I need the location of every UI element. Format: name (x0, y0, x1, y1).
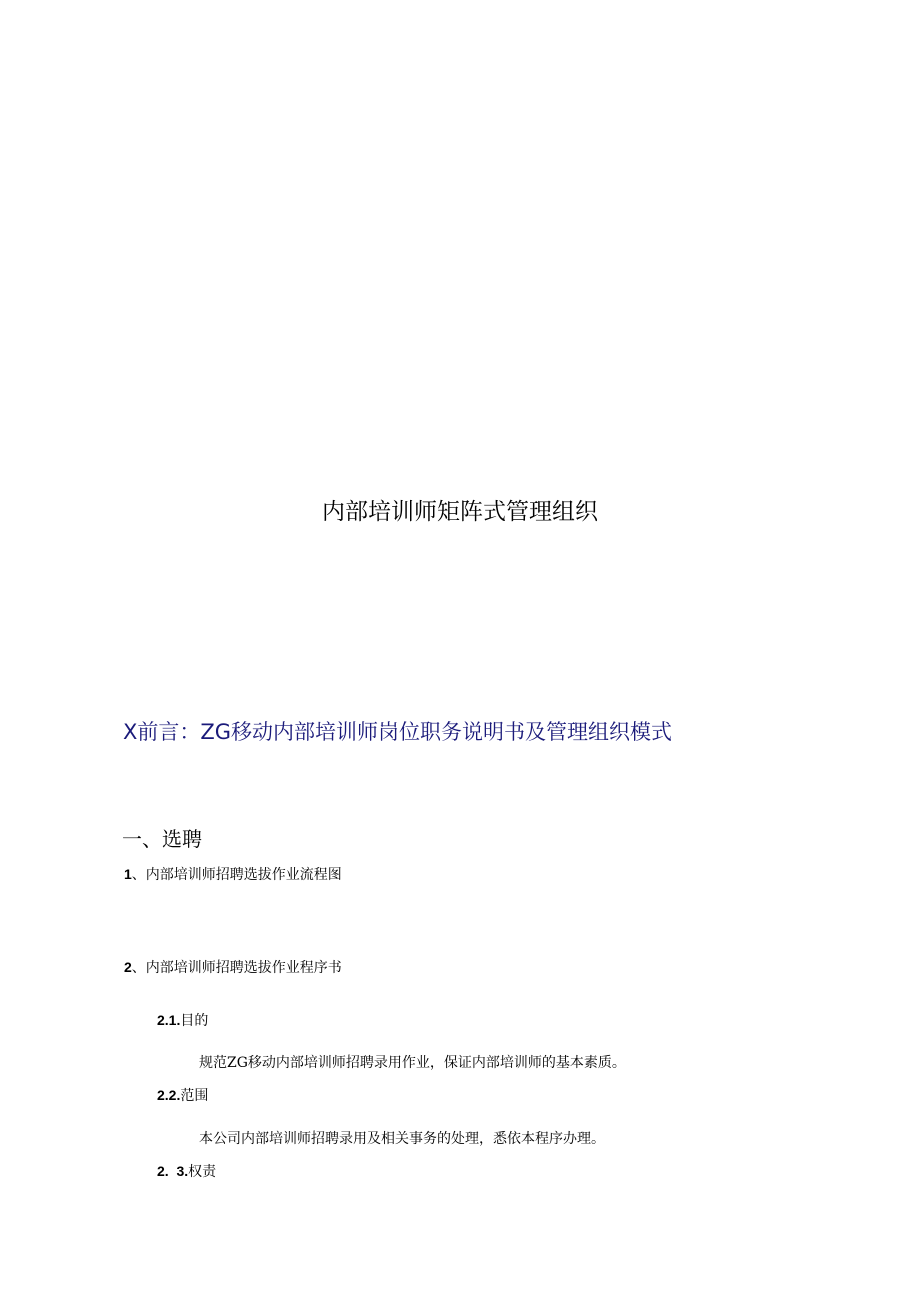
document-title: 内部培训师矩阵式管理组织 (322, 499, 598, 525)
list-item-number: 2 (124, 959, 132, 975)
subsection-number: 2. 3. (157, 1163, 189, 1179)
subsection-number: 2.1. (157, 1012, 181, 1028)
subsection-purpose-body: 规范ZG移动内部培训师招聘录用作业，保证内部培训师的基本素质。 (199, 1055, 626, 1071)
subsection-responsibilities (157, 1161, 216, 1181)
list-item-text: 、内部培训师招聘选拔作业流程图 (131, 867, 342, 883)
list-item-1 (124, 864, 342, 884)
subsection-label: 目的 (180, 1013, 209, 1029)
list-item-2 (124, 957, 342, 977)
preface-heading: X前言：ZG移动内部培训师岗位职务说明书及管理组织模式 (123, 720, 673, 744)
section-heading-selection: 一、选聘 (122, 827, 202, 851)
list-item-number: 1 (124, 866, 132, 882)
subsection-label: 权责 (188, 1164, 217, 1180)
subsection-purpose (157, 1010, 208, 1030)
subsection-scope-body: 本公司内部培训师招聘录用及相关事务的处理，悉依本程序办理。 (199, 1131, 605, 1147)
subsection-number: 2.2. (157, 1087, 181, 1103)
subsection-label: 范围 (180, 1088, 209, 1104)
subsection-scope (157, 1085, 208, 1105)
list-item-text: 、内部培训师招聘选拔作业程序书 (131, 960, 342, 976)
